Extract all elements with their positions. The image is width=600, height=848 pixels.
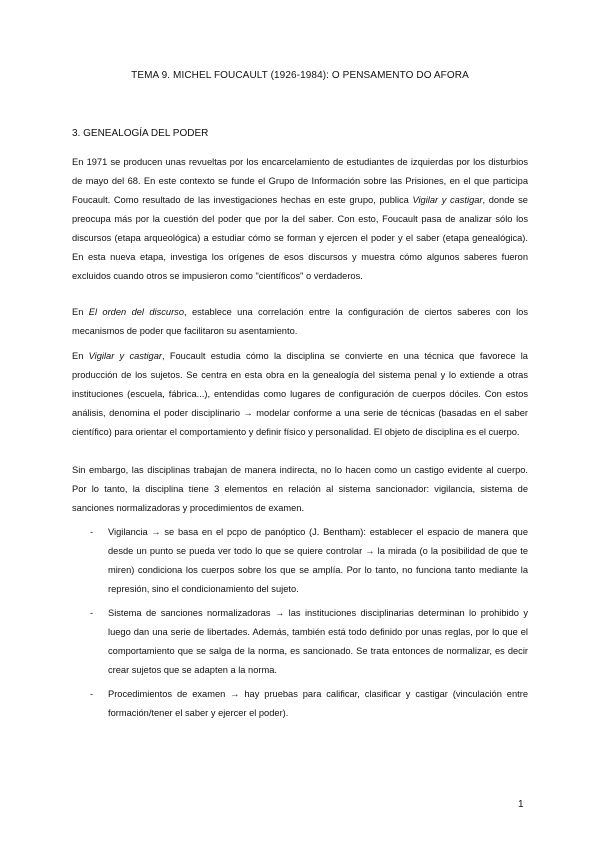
paragraph-orden-discurso <box>72 303 528 341</box>
paragraph-text: , Foucault estudia cómo la disciplina se convierte en una técnica que favorece la producción de los sujetos. Se centra en esta obra en la genealogía del sistema penal y lo extiende a otras instituciones (escuela, fábrica...), entendidas como lugares de configuración de cuerpos dóciles. Con estos análisis, denomina el poder disciplinario → modelar conforme a una serie de técnicas (basadas en el saber científico) para orientar el comportamiento y definir físico y personalidad. El objeto de disciplina es el cuerpo. <box>72 351 528 437</box>
list-item-text: Vigilancia → se basa en el pcpo de panóptico (J. Bentham): establecer el espacio de manera que desde un punto se pueda ver todo lo que se quiere controlar → la mirada (o la posibilidad de que te miren) condiciona los cuerpos sobre los que se amplía. Por lo tanto, no funciona tanto mediante la represión, sino el condicionamiento del sujeto. <box>108 527 528 594</box>
book-title: El orden del discurso <box>88 307 184 317</box>
paragraph-vigilar-castigar <box>72 347 528 442</box>
paragraph-text: Sin embargo, las disciplinas trabajan de manera indirecta, no lo hacen como un castigo evidente al cuerpo. Por lo tanto, la disciplina tiene 3 elementos en relación al sistema sancionador: vigilancia, sistema de sanciones normalizadoras y procedimientos de examen. <box>72 465 528 513</box>
paragraph-disciplinas <box>72 461 528 518</box>
list-item-text: Procedimientos de examen → hay pruebas para calificar, clasificar y castigar (vinculación entre formación/tener el saber y ejercer el poder). <box>108 689 528 718</box>
list-dash: - <box>90 608 94 618</box>
paragraph-text: En <box>72 351 89 361</box>
page-number: 1 <box>518 799 524 810</box>
paragraph-text: , establece una correlación entre la configuración de ciertos saberes con los mecanismos de poder que facilitaron su asentamiento. <box>72 307 528 336</box>
paragraph-text: En <box>72 307 89 317</box>
list-item-text: Sistema de sanciones normalizadoras → las instituciones disciplinarias determinan lo prohibido y luego dan una serie de libertades. Además, también está todo definido por unas reglas, por lo que el comportamiento que se salga de la norma, es sancionado. Se trata entonces de normalizar, es decir crear sujetos que se adapten a la norma. <box>108 608 528 675</box>
list-dash: - <box>90 527 94 537</box>
document-title: TEMA 9. MICHEL FOUCAULT (1926-1984): O PENSAMENTO DO AFORA <box>131 70 469 81</box>
paragraph-text: , donde se preocupa más por la cuestión del poder que por la del saber. Con esto, Foucault pasa de analizar sólo los discursos (etapa arqueológica) a estudiar cómo se forman y ejercen el poder y el saber (etapa genealógica). En esta nueva etapa, investiga los orígenes de esos discursos y muestra cómo algunos saberes fueron excluidos cuando otros se impusieron como "científicos" o verdaderos. <box>72 195 528 281</box>
paragraph-context <box>72 153 528 286</box>
list-dash: - <box>90 689 94 699</box>
section-heading: 3. GENEALOGÍA DEL PODER <box>72 128 209 139</box>
book-title: Vigilar y castigar <box>88 351 162 361</box>
book-title: Vigilar y castigar <box>412 195 483 205</box>
paragraph-text: En 1971 se producen unas revueltas por los encarcelamiento de estudiantes de izquierdas por los disturbios de mayo del 68. En este contexto se funde el Grupo de Información sobre las Prisiones, en el que participa Foucault. Como resultado de las investigaciones hechas en este grupo, publica <box>72 157 528 205</box>
